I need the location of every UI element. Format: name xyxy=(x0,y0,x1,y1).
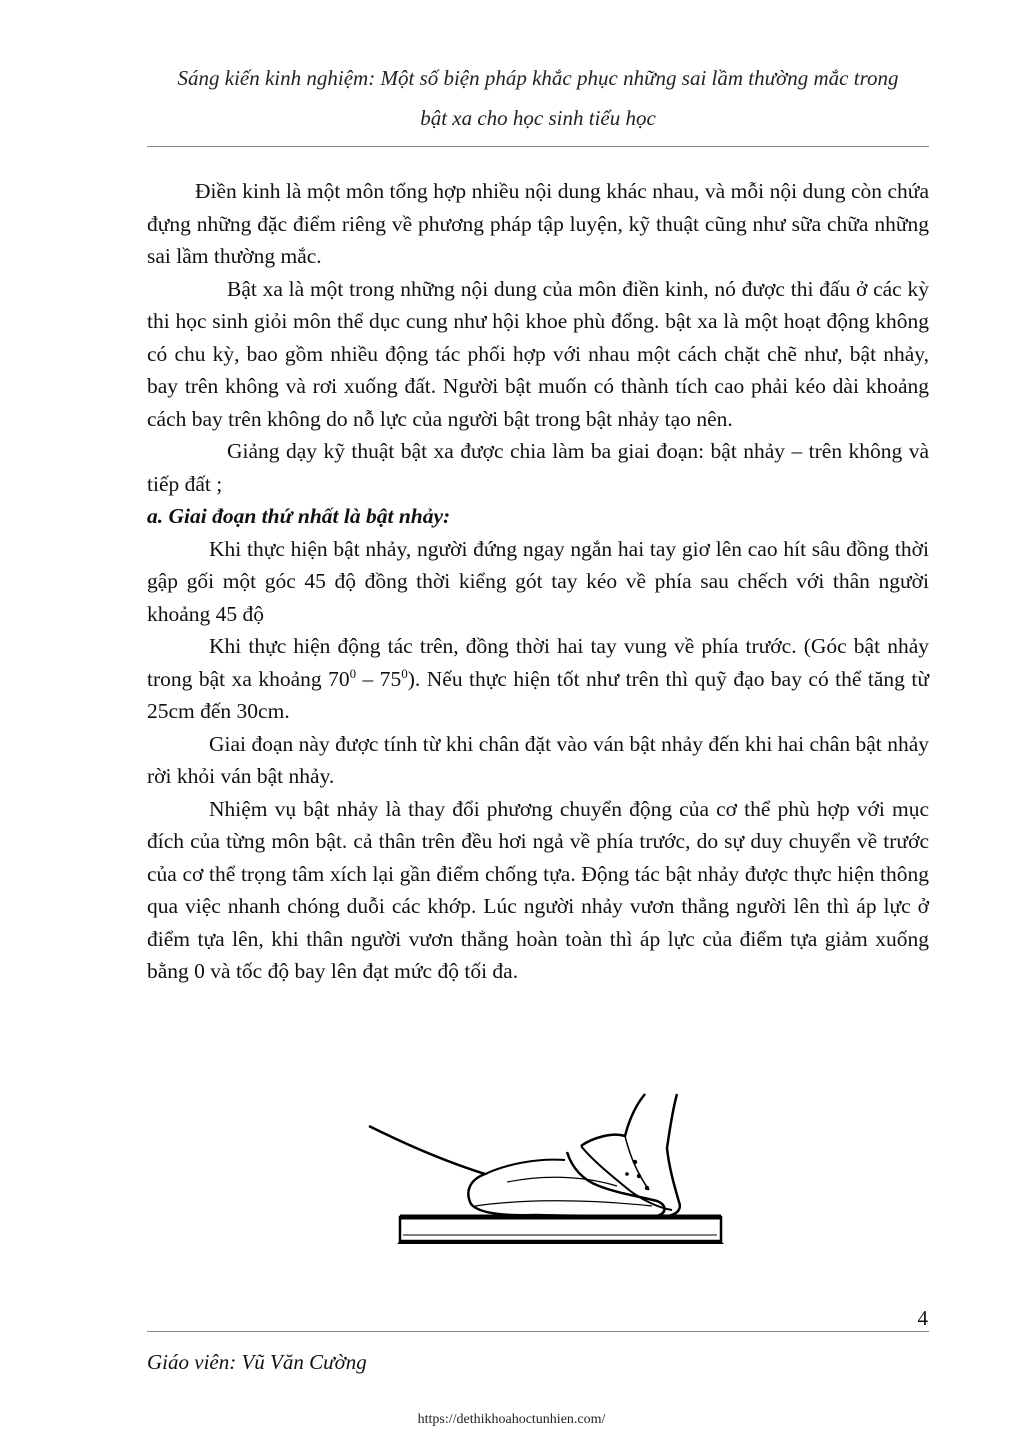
header-rule xyxy=(147,146,929,147)
page-number: 4 xyxy=(917,1306,928,1330)
paragraph-5-part-1: Khi thực hiện động tác trên, đồng thời hai tay vung về phía trước. (Góc bật nhảy trong bật xa khoảng 70 xyxy=(147,634,929,691)
paragraph-2: Bật xa là một trong những nội dung của môn điền kinh, nó được thi đấu ở các kỳ thi học sinh giỏi môn thể dục cung như hội khoe phù đổng. bật xa là một hoạt động không có chu kỳ, bao gồm nhiều động tác phối hợp với nhau một cách chặt chẽ như, bật nhảy, bay trên không và rơi xuống đất. Người bật muốn có thành tích cao phải kéo dài khoảng cách bay trên không do nỗ lực của người bật trong bật nhảy tạo nên. xyxy=(147,276,929,431)
footer-teacher: Giáo viên: Vũ Văn Cường xyxy=(147,1350,367,1374)
header-line-2: bật xa cho học sinh tiểu học xyxy=(420,106,656,130)
paragraph-5 xyxy=(147,630,929,728)
paragraph-6: Giai đoạn này được tính từ khi chân đặt vào ván bật nhảy đến khi hai chân bật nhảy rời khỏi ván bật nhảy. xyxy=(147,731,929,788)
section-heading-a: a. Giai đoạn thứ nhất là bật nhảy: xyxy=(147,504,451,528)
takeoff-feet-illustration xyxy=(367,1090,741,1260)
degree-superscript-1: 0 xyxy=(349,665,357,681)
body-text xyxy=(147,175,929,988)
paragraph-1: Điền kinh là một môn tổng hợp nhiều nội dung khác nhau, và mỗi nội dung còn chứa đựng những đặc điểm riêng về phương pháp tập luyện, kỹ thuật cũng như sữa chữa những sai lầm thường mắc. xyxy=(147,179,929,268)
footer-rule xyxy=(147,1331,929,1332)
paragraph-7: Nhiệm vụ bật nhảy là thay đổi phương chuyển động của cơ thể phù hợp với mục đích của từng môn bật. cả thân trên đều hơi ngả về phía trước, do sự duy chuyển về trước của cơ thể trọng tâm xích lại gần điểm chống tựa. Động tác bật nhảy được thực hiện thông qua việc nhanh chóng duỗi các khớp. Lúc người nhảy vươn thẳng người lên thì áp lực ở điểm tựa lên, khi thân người vươn thẳng hoàn toàn thì áp lực của điểm tựa giảm xuống bằng 0 và tốc độ bay lên đạt mức độ tối đa. xyxy=(147,796,929,983)
paragraph-4: Khi thực hiện bật nhảy, người đứng ngay ngắn hai tay giơ lên cao hít sâu đồng thời gập gối một góc 45 độ đồng thời kiểng gót tay kéo về phía sau chếch với thân người khoảng 45 độ xyxy=(147,536,929,626)
paragraph-5-part-3: ). Nếu thực hiện tốt như trên thì quỹ đạo bay có thể tăng từ 25cm đến 30cm. xyxy=(147,666,929,723)
paragraph-3: Giảng dạy kỹ thuật bật xa được chia làm ba giai đoạn: bật nhảy – trên không và tiếp đất ; xyxy=(147,439,929,496)
header-line-1: Sáng kiến kinh nghiệm: Một số biện pháp khắc phục những sai lầm thường mắc trong xyxy=(177,66,899,90)
source-url-link[interactable]: https://dethikhoahoctunhien.com/ xyxy=(417,1412,606,1427)
paragraph-5-part-2: – 75 xyxy=(356,666,402,691)
degree-superscript-2: 0 xyxy=(401,665,408,681)
page-header xyxy=(147,58,929,138)
